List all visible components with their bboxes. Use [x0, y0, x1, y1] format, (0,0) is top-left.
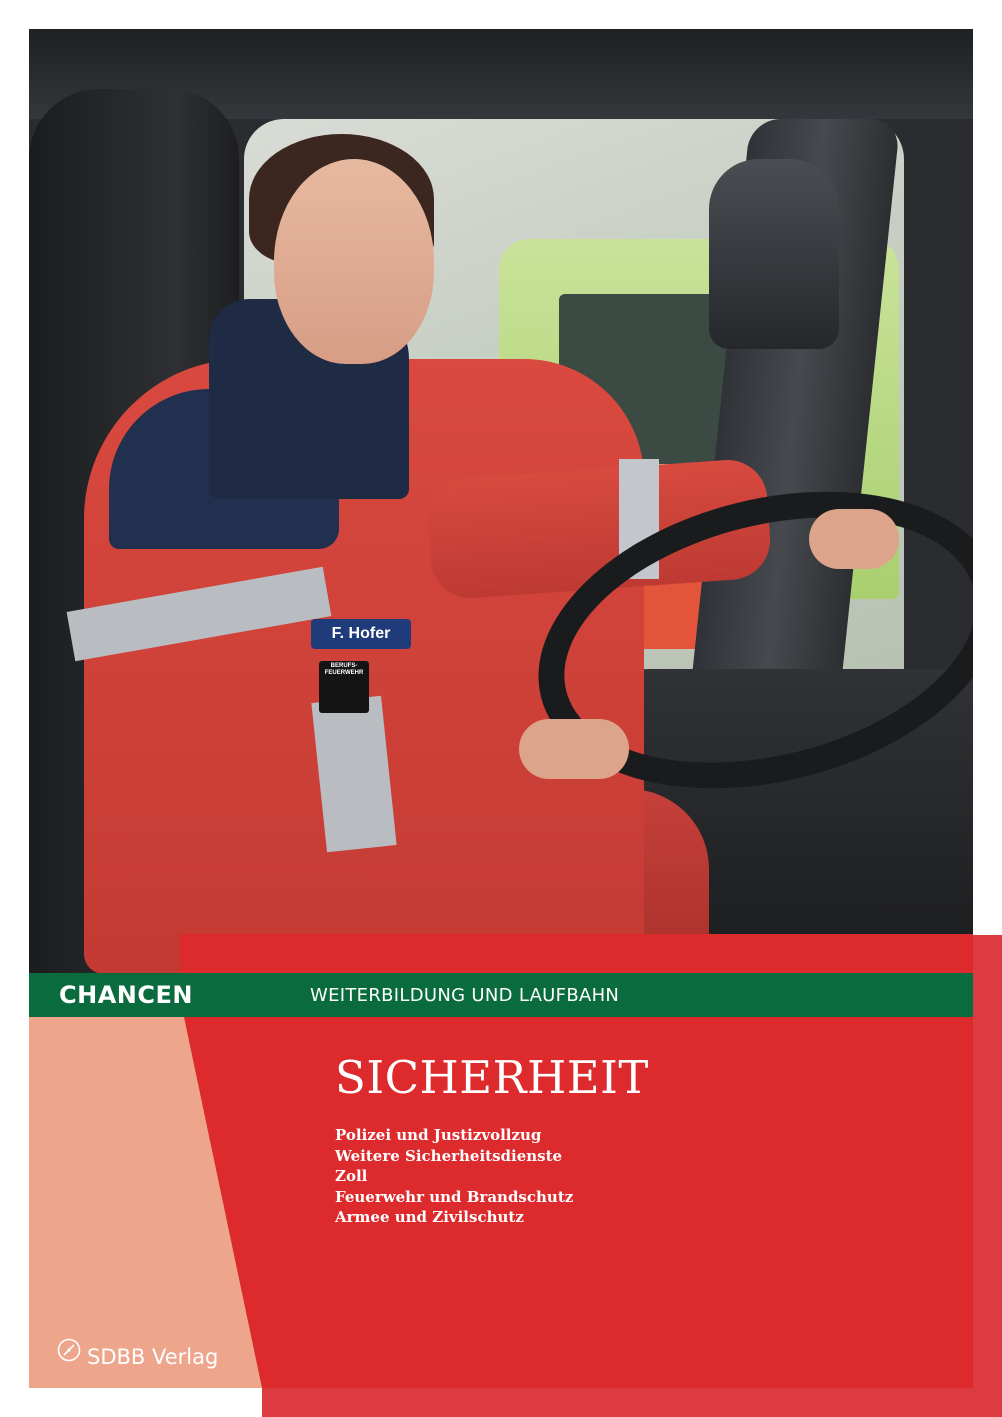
topic-item: Weitere Sicherheitsdienste: [335, 1146, 563, 1165]
series-title: CHANCEN: [59, 981, 193, 1009]
book-title: SICHERHEIT: [335, 1051, 649, 1104]
topic-item: Armee und Zivilschutz: [335, 1208, 524, 1226]
name-tag-text: F. Hofer: [331, 625, 391, 642]
side-mirror: [709, 159, 839, 349]
publisher-logo: [57, 1331, 218, 1369]
topic-item: Polizei und Justizvollzug: [335, 1126, 542, 1144]
badge-text: BERUFS- FEUERWEHR: [324, 663, 364, 676]
firefighter-face: [274, 159, 434, 364]
series-subtitle: WEITERBILDUNG UND LAUFBAHN: [310, 985, 620, 1006]
bleed-strip-right: [973, 935, 1002, 1417]
topic-item: Feuerwehr und Brandschutz: [335, 1187, 574, 1206]
compass-icon: [57, 1338, 81, 1362]
publisher-name: SDBB Verlag: [87, 1345, 219, 1369]
hand: [809, 509, 899, 569]
bleed-strip-bottom: [262, 1388, 1002, 1417]
hand: [519, 719, 629, 779]
topic-item: Zoll: [335, 1167, 368, 1185]
topic-list: [335, 1125, 573, 1228]
cover-photo: [29, 29, 973, 974]
cover-page: [29, 29, 973, 1388]
